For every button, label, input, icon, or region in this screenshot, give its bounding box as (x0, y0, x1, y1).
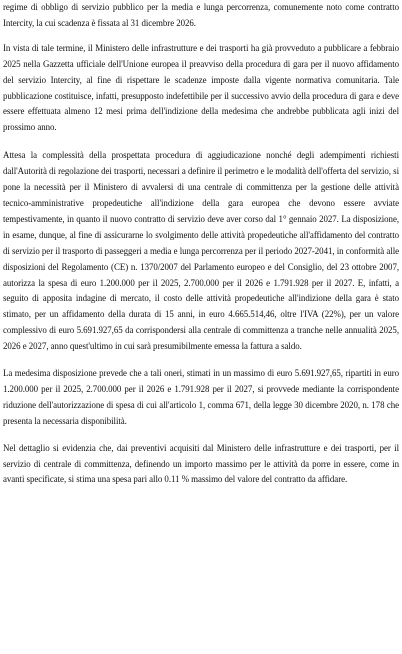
paragraph-procurement-center: Attesa la complessità della prospettata procedura di aggiudicazione nonché degli adempimenti richiesti dall'Autorità di regolazione dei trasporti, necessari a definire il perimetro e le modalità dell'offerta del servizio, si pone la necessità per il Ministero di avvalersi di una centrale di committenza per la gestione delle attività tecnico-amministrative propedeutiche all'indizione della gara europea che devono essere avviate tempestivamente, in quanto il nuovo contratto di servizio deve aver corso dal 1° gennaio 2027. La disposizione, in esame, dunque, al fine di assicurarne lo svolgimento delle attività propedeutiche all'affidamento del contratto di servizio per il trasporto di passeggeri a media e lunga percorrenza per il periodo 2027-2041, in conformità alle disposizioni del Regolamento (CE) n. 1370/2007 del Parlamento europeo e del Consiglio, del 23 ottobre 2007, autorizza la spesa di euro 1.200.000 per il 2025, 2.700.000 per il 2026 e 1.791.928 per il 2027. E, infatti, a seguito di apposita indagine di mercato, il costo delle attività propedeutiche all'indizione della gara è stato stimato, per un affidamento della durata di 15 anni, in euro 4.665.514,46, oltre l'IVA (22%), per un valore complessivo di euro 5.691.927,65 da corrispondersi alla centrale di committenza a tranche nelle annualità 2025, 2026 e 2027, anno quest'ultimo in cui sarà presumibilmente emessa la fattura a saldo. (3, 150, 399, 352)
paragraph-tender-notice: In vista di tale termine, il Ministero delle infrastrutture e dei trasporti ha già provveduto a pubblicare a febbraio 2025 nella Gazzetta ufficiale dell'Unione europea il preavviso della procedura di gara per il nuovo affidamento del servizio Intercity, al fine di rispettare le scadenze imposte dalla vigente normativa comunitaria. Tale pubblicazione costituisce, infatti, presupposto indefettibile per il successivo avvio della procedura di gara e deve essere effettuata almeno 12 mesi prima dell'indizione della medesima che andrebbe pubblicata agli inizi del prossimo anno. (3, 42, 399, 133)
paragraph-cost-estimate: Nel dettaglio si evidenzia che, dai preventivi acquisiti dal Ministero delle infrastrutture e dei trasporti, per il servizio di centrale di committenza, definendo un importo massimo per le attività da porre in essere, come in avanti specificate, si stima una spesa pari allo 0.11 % massimo del valore del contratto da affidare. (3, 442, 399, 485)
paragraph-funding-coverage: La medesima disposizione prevede che a tali oneri, stimati in un massimo di euro 5.691.927,65, ripartiti in euro 1.200.000 per il 2025, 2.700.000 per il 2026 e 1.791.928 per il 2027, si provvede mediante la corrispondente riduzione dell'autorizzazione di spesa di cui all'articolo 1, comma 671, della legge 30 dicembre 2020, n. 178 che presenta la necessaria disponibilità. (3, 368, 399, 426)
paragraph-intercity-contract: regime di obbligo di servizio pubblico per la media e lunga percorrenza, comunemente noto come contratto Intercity, la cui scadenza è fissata al 31 dicembre 2026. (3, 2, 399, 28)
document-page (3, 0, 399, 498)
